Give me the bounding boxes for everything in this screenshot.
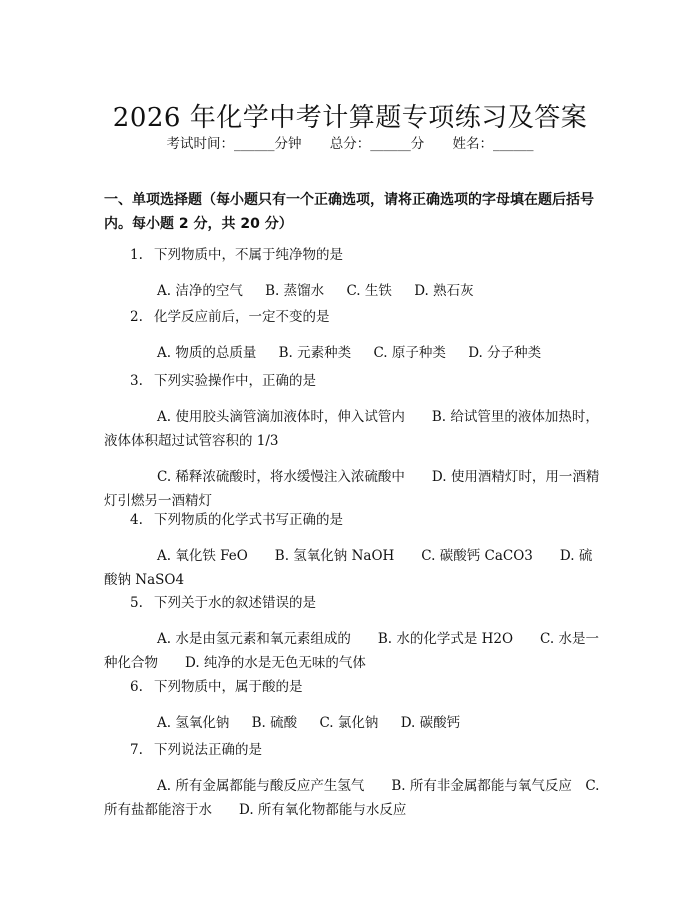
question-stem: 下列物质的化学式书写正确的是	[154, 512, 343, 528]
question-stem: 下列物质中，不属于纯净物的是	[154, 247, 343, 263]
question-stem: 下列说法正确的是	[154, 742, 262, 758]
exam-score: 总分：______分	[329, 136, 425, 152]
question-number: 7.	[130, 742, 143, 758]
option-b: B. 蒸馏水	[265, 283, 325, 299]
option-c: C. 原子种类	[373, 345, 446, 361]
question-options: A. 所有金属都能与酸反应产生氢气 B. 所有非金属都能与氧气反应 C. 所有盐都能溶于水 D. 所有氧化物都能与水反应	[104, 778, 600, 818]
question-stem: 下列实验操作中，正确的是	[154, 373, 316, 389]
question-options-line-2: C. 稀释浓硫酸时，将水缓慢注入浓硫酸中 D. 使用酒精灯时，用一酒精灯引燃另一酒精灯	[104, 469, 600, 509]
question-options: A. 水是由氢元素和氧元素组成的 B. 水的化学式是 H2O C. 水是一种化合物 D. 纯净的水是无色无味的气体	[104, 631, 599, 671]
option-a: A. 氢氧化钠	[157, 715, 230, 731]
question-stem: 化学反应前后，一定不变的是	[154, 309, 330, 325]
question-number: 3.	[130, 373, 143, 389]
question-number: 5.	[130, 595, 143, 611]
question-number: 6.	[130, 679, 143, 695]
question-3	[104, 369, 600, 513]
exam-time: 考试时间：______分钟	[166, 136, 302, 152]
question-options	[104, 711, 600, 735]
question-6	[104, 675, 600, 735]
option-a: A. 物质的总质量	[157, 345, 257, 361]
exam-meta	[0, 132, 700, 152]
option-c: C. 氯化钠	[319, 715, 379, 731]
section-heading: 一、单项选择题（每小题只有一个正确选项，请将正确选项的字母填在题后括号内。每小题 2 分，共 20 分）	[104, 192, 594, 232]
question-options	[104, 279, 600, 303]
question-number: 4.	[130, 512, 143, 528]
page-title: 2026 年化学中考计算题专项练习及答案	[112, 103, 588, 134]
question-2	[104, 305, 600, 365]
question-options: A. 氧化铁 FeO B. 氢氧化钠 NaOH C. 碳酸钙 CaCO3 D. 硫酸钠 NaSO4	[104, 548, 593, 588]
option-d: D. 碳酸钙	[400, 715, 461, 731]
question-4	[104, 508, 600, 592]
option-b: B. 硫酸	[251, 715, 298, 731]
exam-name: 姓名：______	[452, 136, 534, 152]
option-a: A. 洁净的空气	[157, 283, 243, 299]
option-c: C. 生铁	[346, 283, 392, 299]
option-d: D. 分子种类	[468, 345, 542, 361]
question-1	[104, 243, 600, 303]
question-options	[104, 341, 600, 365]
question-7	[104, 738, 600, 822]
question-number: 1.	[130, 247, 143, 263]
question-5	[104, 591, 600, 675]
question-stem: 下列物质中，属于酸的是	[154, 679, 303, 695]
option-b: B. 元素种类	[278, 345, 352, 361]
question-number: 2.	[130, 309, 143, 325]
question-options-line-1: A. 使用胶头滴管滴加液体时，伸入试管内 B. 给试管里的液体加热时，液体体积超过试管容积的 1/3	[104, 409, 599, 449]
question-stem: 下列关于水的叙述错误的是	[154, 595, 316, 611]
option-d: D. 熟石灰	[414, 283, 474, 299]
